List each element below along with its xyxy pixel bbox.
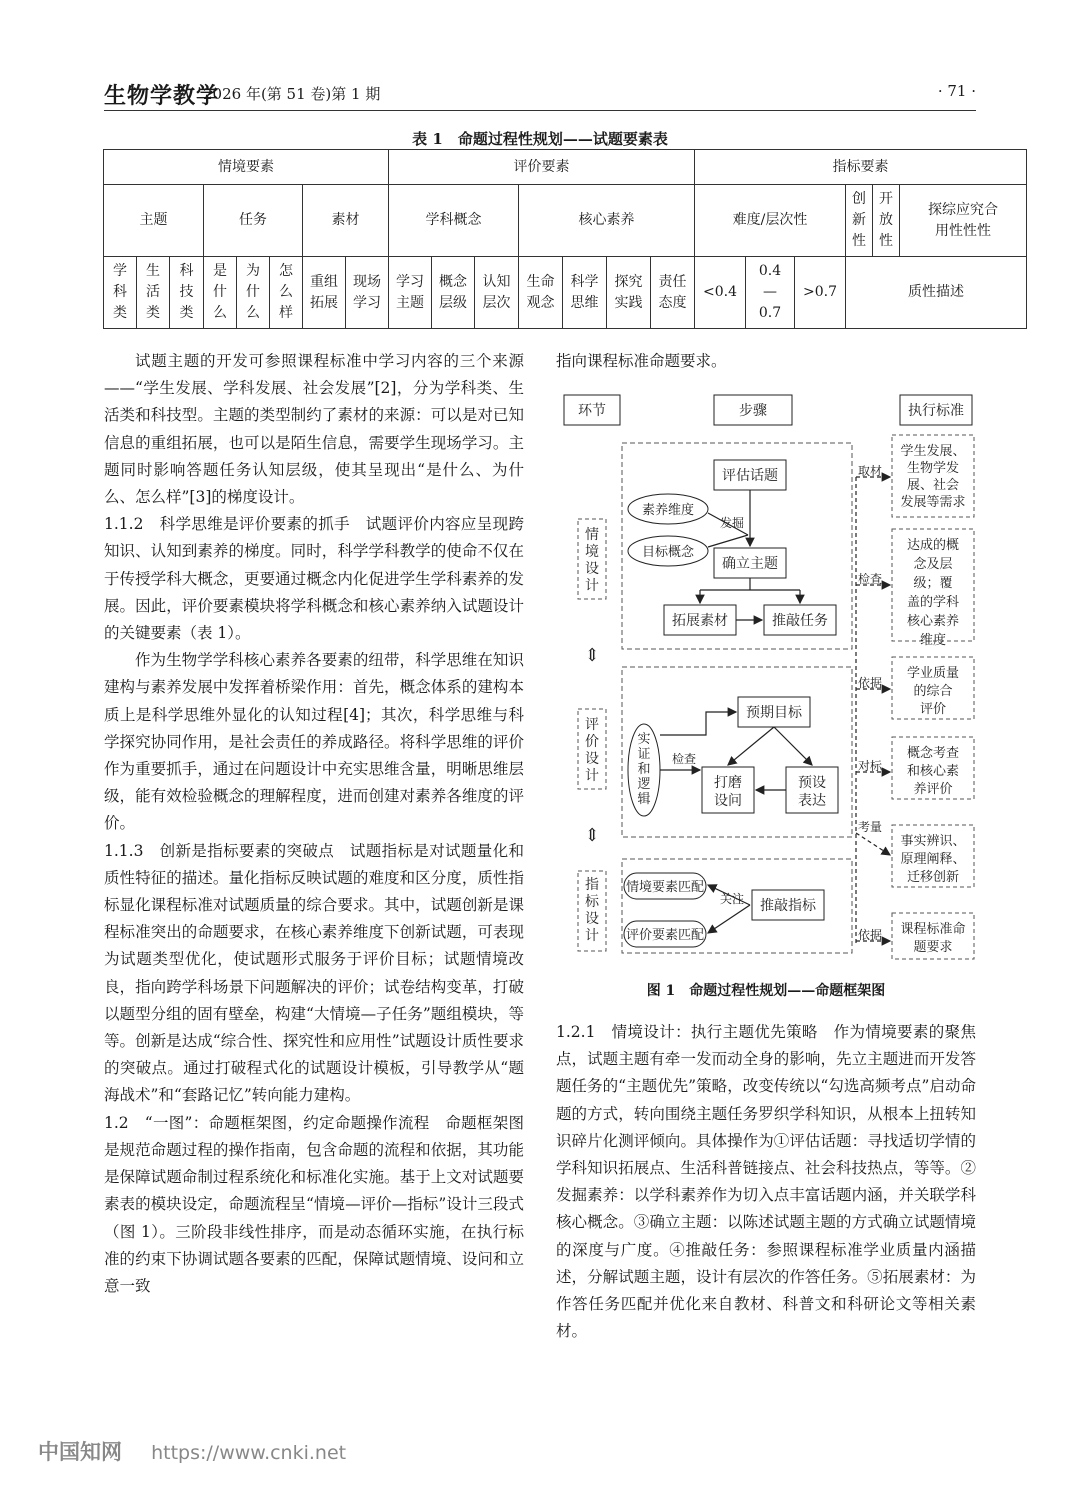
subhead-concept: 学科概念 (389, 185, 519, 257)
header-step: 步骤 (739, 403, 767, 419)
subhead-inquiry: 探综应究合用性性性 (900, 185, 1027, 257)
cnki-watermark (38, 1436, 346, 1466)
edge-label: 检查 (857, 572, 883, 586)
standard-2: 达成的概念及层级；覆盖的学科核心素养维度 (906, 538, 960, 648)
concept-item: 认知层次 (475, 257, 519, 329)
subhead-open: 开放性 (873, 185, 900, 257)
edge-label: 依据 (857, 928, 883, 942)
edge-label: 取材 (857, 464, 883, 478)
material-item: 重组拓展 (303, 257, 346, 329)
section-1-1-2: 1.1.2 科学思维是评价要素的抓手 试题评价内容应呈现跨知识、认知到素养的梯度。同时，科学学科教学的使命不仅在于传授学科大概念，更要通过概念内化促进学生学科素养的发展。因此，评价要素模块将学科概念和核心素养纳入试题设计的关键要素（表 1）。 (104, 515, 524, 643)
edge-label: 考量 (857, 820, 883, 834)
step-evaluate: 评估话题 (722, 468, 778, 484)
journal-title: 生物学教学 (104, 83, 220, 109)
paragraph: 作为生物学学科核心素养各要素的纽带，科学思维在知识建构与素养发展中发挥着桥梁作用：首先，概念体系的建构本质上是科学思维外显化的认知过程[4]；其次，科学思维与科学探究协同作用，是社会责任的养成路径。将科学思维的评价作为重要抓手，通过在问题设计中充实思维含量，明晰思维层级，能有效检验概念的理解程度，进而创建对素养各维度的评价。 (104, 651, 524, 833)
literacy-item: 责任态度 (651, 257, 695, 329)
group-context: 情境要素 (104, 150, 389, 185)
step-goal-concept: 目标概念 (641, 545, 695, 560)
topic-item: 科技类 (170, 257, 204, 329)
requirements-table (103, 149, 1027, 329)
difficulty-mid-dash: — (763, 284, 778, 300)
task-item: 怎么样 (270, 257, 303, 329)
step-eval-match: 评价要素匹配 (625, 928, 705, 943)
header-standard: 执行标准 (908, 403, 964, 419)
subhead-topic: 主题 (104, 185, 204, 257)
difficulty-mid-bottom: 0.7 (758, 305, 782, 321)
framework-figure (556, 385, 976, 1005)
arrow (708, 905, 750, 933)
arrow (728, 727, 774, 765)
difficulty-low: <0.4 (695, 257, 746, 329)
connector (708, 535, 748, 547)
cnki-logo: 中国知网 (38, 1440, 122, 1464)
arrow (660, 712, 736, 735)
standard-1: 学生发展、生物学发展、社会发展等需求 (900, 444, 966, 510)
table-caption: 表 1 命题过程性规划——试题要素表 (412, 130, 668, 148)
step-literacy-dim: 素养维度 (641, 503, 695, 518)
step-preset: 预设表达 (798, 775, 826, 809)
stage-indicator-label: 指标设计 (585, 877, 599, 944)
subhead-difficulty: 难度/层次性 (695, 185, 846, 257)
figure-caption: 图 1 命题过程性规划——命题框架图 (646, 983, 886, 999)
step-confirm: 确立主题 (722, 556, 778, 572)
task-item: 为什么 (237, 257, 270, 329)
page-number: · 71 · (937, 82, 976, 100)
subhead-task: 任务 (204, 185, 303, 257)
arrow (774, 727, 812, 765)
standard-5: 事实辨识、原理阐释、迁移创新 (900, 834, 966, 885)
section-1-2: 1.2 “一图”：命题框架图，约定命题操作流程 命题框架图是规范命题过程的操作指南，包含命题的流程和依据，其功能是保障试题命制过程系统化和标准化实施。基于上文对试题要素表的模块设定，命题流程呈“情境—评价—指标”设计三段式（图 1）。三阶段非线性排序，而是动态循环实施，在执行标准的约束下协调试题各要素的匹配，保障试题情境、设问和立意一致 (104, 1113, 524, 1295)
standard-6: 课程标准命题要求 (900, 922, 966, 955)
quality-description: 质性描述 (846, 257, 1027, 329)
cnki-url[interactable]: https://www.cnki.net (151, 1442, 347, 1464)
header-stage: 环节 (578, 403, 606, 419)
step-evidence: 实证和逻辑 (637, 732, 651, 807)
difficulty-mid (746, 257, 795, 329)
material-item: 现场学习 (346, 257, 389, 329)
arrow (856, 833, 890, 855)
right-column-top (556, 348, 976, 375)
group-evaluation: 评价要素 (389, 150, 695, 185)
header-rule (104, 110, 976, 111)
framework-diagram (556, 385, 976, 970)
left-column (104, 348, 524, 1300)
concept-item: 学习主题 (389, 257, 432, 329)
topic-item: 学科类 (104, 257, 137, 329)
section-1-1-3: 1.1.3 创新是指标要素的突破点 试题指标是对试题量化和质性特征的描述。量化指标反映试题的难度和区分度，质性指标显化课程标准对试题质量的综合要求。其中，试题创新是课程标准突出的命题要求，在核心素养维度下创新试题，可表现为试题类型优化，使试题形式服务于评价目标；试题情境改良，指向跨学科场景下问题解决的评价；试卷结构变革，打破以题型分组的固有壁垒，构建“大情境—子任务”题组模块，等等。创新是达成“综合性、探究性和应用性”试题设计质性要求的突破点。通过打破程式化的试题设计模板，引导教学从“题海战术”和“套路记忆”转向能力建构。 (104, 841, 524, 1105)
literacy-item: 探究实践 (607, 257, 651, 329)
standard-4: 概念考查和核心素养评价 (906, 746, 960, 797)
cycle-arrow-icon: ⇕ (584, 825, 600, 846)
step-polish: 打磨设问 (714, 775, 742, 809)
subhead-material: 素材 (303, 185, 389, 257)
evaluation-region (622, 667, 852, 837)
group-indicator: 指标要素 (695, 150, 1027, 185)
concept-item: 概念层级 (432, 257, 475, 329)
section-1-2-1: 1.2.1 情境设计：执行主题优先策略 作为情境要素的聚焦点，试题主题有牵一发而动全身的影响，先立主题进而开发答题任务的“主题优先”策略，改变传统以“勾选高频考点”启动命题的方式，转向围绕主题任务罗织学科知识，从根本上扭转知识碎片化测评倾向。具体操作为①评估话题：寻找适切学情的学科知识拓展点、生活科普链接点、社会科技热点，等等。②发掘素养：以学科素养作为切入点丰富话题内涵，并关联学科核心概念。③确立主题：以陈述试题主题的方式确立试题情境的深度与广度。④推敲任务：参照课程标准学业质量内涵描述，分解试题主题，设计有层次的作答任务。⑤拓展素材：为作答任务匹配并优化来自教材、科普文和科研论文等相关素材。 (556, 1023, 976, 1341)
difficulty-mid-top: 0.4 (758, 263, 782, 279)
edge-check: 检查 (671, 752, 697, 766)
step-expected: 预期目标 (746, 705, 802, 721)
topic-item: 生活类 (137, 257, 170, 329)
standard-3: 学业质量的综合评价 (906, 666, 960, 717)
step-expand: 拓展素材 (672, 613, 728, 629)
literacy-item: 科学思维 (563, 257, 607, 329)
stage-context-label: 情境设计 (585, 527, 599, 594)
stage-evaluation-label: 评价设计 (585, 717, 599, 784)
edge-dig: 发掘 (719, 516, 745, 530)
issue-info: 2026 年(第 51 卷)第 1 期 (203, 85, 381, 103)
step-task: 推敲任务 (772, 613, 828, 629)
cycle-arrow-icon: ⇕ (584, 645, 600, 666)
paragraph-continuation: 指向课程标准命题要求。 (556, 352, 727, 370)
edge-attend: 关注 (719, 892, 745, 906)
task-item: 是什么 (204, 257, 237, 329)
edge-label: 对标 (857, 759, 883, 773)
subhead-innovative: 创新性 (846, 185, 873, 257)
subhead-literacy: 核心素养 (519, 185, 695, 257)
step-ctx-match: 情境要素匹配 (625, 880, 705, 895)
paragraph: 试题主题的开发可参照课程标准中学习内容的三个来源——“学生发展、学科发展、社会发展”[2]，分为学科类、生活类和科技型。主题的类型制约了素材的来源：可以是对已知信息的重组拓展，也可以是陌生信息，需要学生现场学习。主题同时影响答题任务认知层级，使其呈现出“是什么、为什么、怎么样”[3]的梯度设计。 (104, 352, 524, 507)
right-column (556, 1019, 976, 1345)
difficulty-high: >0.7 (795, 257, 846, 329)
edge-label: 依据 (857, 676, 883, 690)
step-indicator: 推敲指标 (760, 898, 816, 914)
literacy-item: 生命观念 (519, 257, 563, 329)
